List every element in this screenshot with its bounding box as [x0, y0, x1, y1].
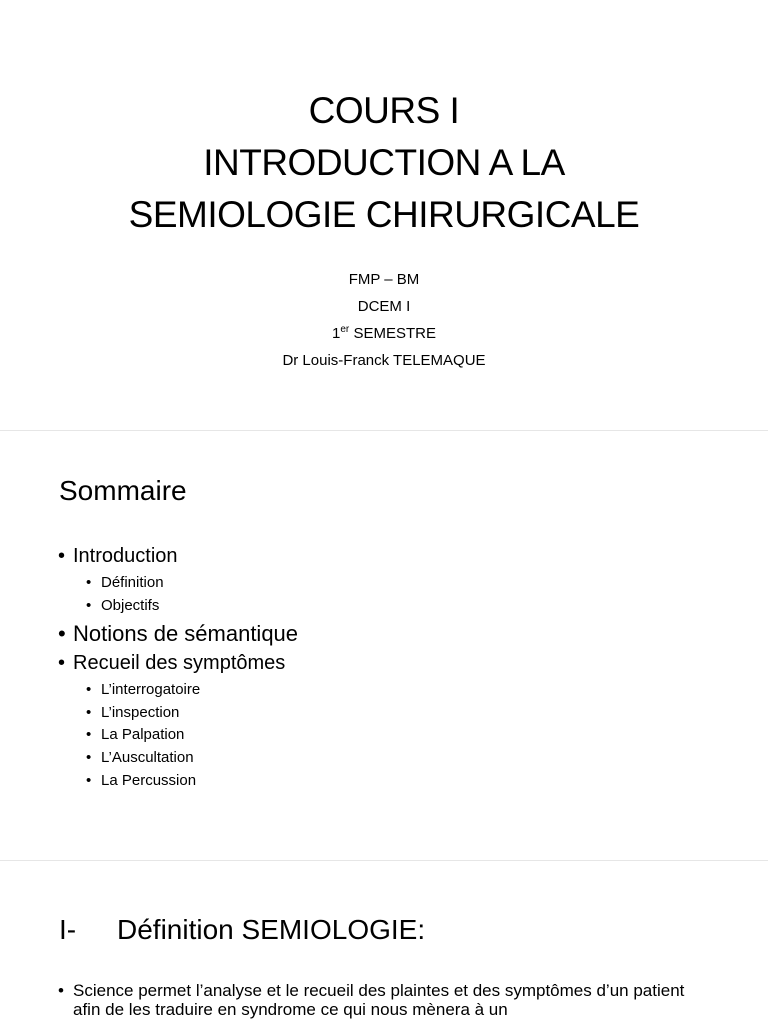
list-item: [58, 620, 298, 648]
semester-label: SEMESTRE: [349, 325, 436, 342]
sublist-item: • La Palpation: [86, 724, 298, 747]
author-line: Dr Louis-Franck TELEMAQUE: [282, 352, 486, 369]
list-item-label: Recueil des symptômes: [73, 652, 286, 675]
title-slide: [0, 0, 768, 420]
sublist-container: [58, 572, 298, 617]
definition-bullet: [58, 981, 708, 1019]
definition-text: Science permet l’analyse et le recueil des plaintes et des symptômes d’un patient afin de les traduire en syndrome ce qui nous mènera à un: [73, 981, 685, 1019]
semester-line: [0, 320, 768, 347]
slide-title: [0, 85, 768, 241]
section-title: Définition SEMIOLOGIE:: [117, 914, 426, 945]
sublist-item: • Objectifs: [86, 595, 298, 618]
sublist-item: • L’interrogatoire: [86, 679, 298, 702]
list-item-label: Notions de sémantique: [73, 621, 299, 647]
definition-slide: [0, 880, 768, 1024]
list-item-label: Introduction: [73, 545, 178, 567]
sublist: [86, 572, 298, 617]
slide-separator: [0, 860, 768, 861]
slide-separator: [0, 430, 768, 431]
sublist-item: • Définition: [86, 572, 298, 595]
summary-list: [58, 544, 298, 792]
bullet-marker: •: [58, 981, 64, 1000]
title-line-1: COURS I: [308, 90, 460, 131]
sublist-container: [58, 679, 298, 792]
sublist-item: • La Percussion: [86, 770, 298, 793]
slide-subtitle: [0, 266, 768, 374]
summary-heading: Sommaire: [59, 475, 187, 506]
title-line-2: INTRODUCTION A LA: [203, 142, 565, 183]
definition-heading: [59, 913, 425, 947]
semester-number: 1: [332, 325, 341, 342]
list-item: [58, 544, 298, 569]
sublist-item: • L’Auscultation: [86, 747, 298, 770]
title-line-3: SEMIOLOGIE CHIRURGICALE: [128, 194, 640, 235]
summary-slide: [0, 440, 768, 840]
sublist: [86, 679, 298, 792]
list-item: [58, 651, 298, 676]
sublist-item: • L’inspection: [86, 702, 298, 725]
section-number: I-: [59, 914, 77, 945]
semester-ordinal-suffix: er: [340, 324, 350, 335]
level-line: DCEM I: [357, 298, 411, 315]
faculty-line: FMP – BM: [348, 271, 420, 288]
